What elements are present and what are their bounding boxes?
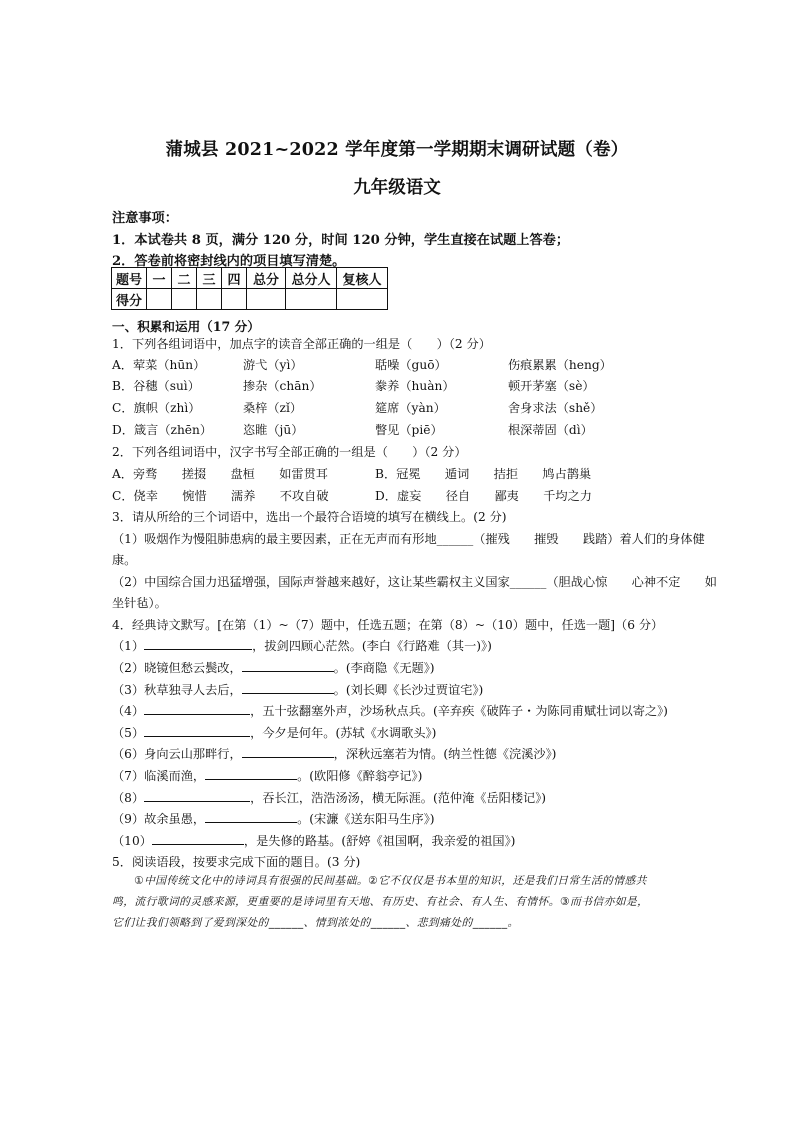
q1-option-d-1: D．箴言（zhēn）	[112, 423, 213, 437]
q4-item-suffix: ，吞长江，浩浩汤汤，横无际涯。(范仲淹《岳阳楼记》)	[250, 791, 547, 805]
score-table-score-row	[112, 289, 388, 310]
q4-item-prefix: （8）	[112, 791, 145, 805]
q4-item-suffix: 。(欧阳修《醉翁亭记》)	[297, 769, 423, 783]
answer-blank[interactable]	[205, 767, 297, 780]
q4-item-suffix: 。(李商隐《无题》)	[333, 661, 435, 675]
score-table-cell: 题号	[112, 268, 147, 289]
q3-part-1-cont: 康。	[112, 553, 137, 567]
question-1-stem: 1．下列各组词语中，加点字的读音全部正确的一组是（ ）（2 分）	[112, 337, 491, 351]
q4-item-prefix: （9）故余虽愚，	[112, 812, 206, 826]
answer-blank[interactable]	[144, 724, 250, 737]
answer-blank[interactable]	[144, 789, 250, 802]
q3-part-2-cont: 坐针毡）。	[112, 596, 167, 610]
q1-option-a-1: A．荤菜（hūn）	[112, 358, 206, 372]
q4-item-9	[112, 810, 435, 827]
q4-item-prefix: （5）	[112, 726, 145, 740]
notice-item-1: 1．本试卷共 8 页，满分 120 分，时间 120 分钟，学生直接在试题上答卷；	[112, 233, 570, 248]
q1-option-b-4: 顿开茅塞（sè）	[508, 379, 595, 393]
q4-item-prefix: （1）	[112, 639, 145, 653]
question-3-stem: 3．请从所给的三个词语中，选出一个最符合语境的填写在横线上。(2 分)	[112, 510, 507, 524]
q4-item-suffix: 。(刘长卿《长沙过贾谊宅》)	[333, 683, 484, 697]
q1-option-d-3: 瞥见（piē）	[375, 423, 443, 437]
q3-part-1: （1）吸烟作为慢阻肺患病的最主要因素，正在无声而有形地______（摧残 摧毁 践踏）着人们的身体健	[112, 532, 705, 546]
q3-part-2: （2）中国综合国力迅猛增强，国际声誉越来越好，这让某些霸权主义国家______（胆战心惊 心神不定 如	[112, 575, 717, 589]
q1-option-a-3: 聒噪（guō）	[375, 358, 447, 372]
q1-option-a-4: 伤痕累累（heng）	[508, 358, 612, 372]
q5-passage-line-1: ①中国传统文化中的诗词具有很强的民间基础。②它不仅仅是书本里的知识，还是我们日常生活的情感共	[134, 874, 647, 887]
question-2-stem: 2．下列各组词语中，汉字书写全部正确的一组是（ ）（2 分）	[112, 445, 467, 459]
q2-option-a: A．旁骛 搓掇 盘桓 如雷贯耳	[112, 467, 328, 481]
q4-item-prefix: （2）晓镜但愁云鬓改，	[112, 661, 242, 675]
q4-item-suffix: ，是失修的路基。(舒婷《祖国啊，我亲爱的祖国》)	[243, 834, 516, 848]
score-table-cell: 复核人	[337, 268, 388, 289]
q4-item-7	[112, 767, 422, 784]
score-table-cell: 二	[172, 268, 197, 289]
question-5-stem: 5．阅读语段，按要求完成下面的题目。(3 分)	[112, 855, 361, 869]
score-table-cell: 得分	[112, 289, 147, 310]
q5-passage-line-3: 它们让我们领略到了爱到深处的______、情到浓处的______、悲到痛处的______。	[112, 916, 519, 929]
score-table-cell: 四	[222, 268, 247, 289]
score-input-cell[interactable]	[222, 289, 247, 310]
q4-item-prefix: （7）临溪而渔，	[112, 769, 206, 783]
q4-item-6	[112, 745, 556, 762]
q4-item-suffix: ，五十弦翻塞外声，沙场秋点兵。(辛弃疾《破阵子・为陈同甫赋壮词以寄之》)	[250, 704, 668, 718]
score-table-cell: 总分人	[286, 268, 337, 289]
q4-item-1	[112, 637, 492, 654]
q1-option-c-1: C．旗帜（zhì）	[112, 401, 201, 415]
q2-option-b: B．冠冕 遁词 拮拒 鸠占鹊巢	[375, 467, 592, 481]
answer-blank[interactable]	[205, 810, 297, 823]
q4-item-3	[112, 681, 483, 698]
score-input-cell[interactable]	[286, 289, 337, 310]
score-table-cell: 总分	[247, 268, 286, 289]
q1-option-b-2: 掺杂（chān）	[243, 379, 322, 393]
answer-blank[interactable]	[242, 659, 334, 672]
score-table-header-row	[112, 268, 388, 289]
q4-item-4	[112, 702, 668, 719]
q4-item-suffix: ，拔剑四顾心茫然。(李白《行路难（其一)》)	[252, 639, 492, 653]
notice-item-2: 2．答卷前将密封线内的项目填写清楚。	[112, 254, 346, 269]
score-table	[111, 267, 388, 310]
answer-blank[interactable]	[242, 745, 334, 758]
q1-option-d-4: 根深蒂固（dì）	[508, 423, 593, 437]
score-table-cell: 一	[147, 268, 172, 289]
q4-item-prefix: （10）	[112, 834, 152, 848]
q1-option-b-1: B．谷穗（suì）	[112, 379, 200, 393]
q1-option-c-3: 筵席（yàn）	[375, 401, 446, 415]
answer-blank[interactable]	[144, 637, 252, 650]
section-heading: 一、积累和运用（17 分）	[112, 319, 260, 334]
q4-item-suffix: ，深秋远塞若为情。(纳兰性德《浣溪沙》)	[333, 747, 557, 761]
score-table-cell: 三	[197, 268, 222, 289]
q4-item-suffix: 。(宋濂《送东阳马生序》)	[297, 812, 435, 826]
q4-item-prefix: （4）	[112, 704, 145, 718]
q2-option-d: D．虚妄 径自 鄙夷 千均之力	[375, 489, 592, 503]
question-4-stem: 4．经典诗文默写。[在第（1）~（7）题中，任选五题；在第（8）~（10）题中，任选一题]（6 分）	[112, 618, 664, 632]
q4-item-10	[112, 832, 515, 849]
score-input-cell[interactable]	[247, 289, 286, 310]
score-input-cell[interactable]	[172, 289, 197, 310]
q1-option-d-2: 恣睢（jū）	[243, 423, 304, 437]
exam-subject: 九年级语文	[353, 178, 441, 198]
q2-option-c: C．侥幸 惋惜 濡养 不攻自破	[112, 489, 329, 503]
q4-item-8	[112, 789, 546, 806]
answer-blank[interactable]	[144, 702, 250, 715]
q4-item-prefix: （6）身向云山那畔行，	[112, 747, 242, 761]
q1-option-a-2: 游弋（yì）	[243, 358, 303, 372]
q4-item-2	[112, 659, 435, 676]
q1-option-b-3: 豢养（huàn）	[375, 379, 455, 393]
notice-heading: 注意事项：	[112, 211, 178, 226]
answer-blank[interactable]	[242, 681, 334, 694]
q1-option-c-4: 舍身求法（shě）	[508, 401, 603, 415]
exam-title: 蒲城县 2021~2022 学年度第一学期期末调研试题（卷）	[165, 140, 629, 160]
q1-option-c-2: 桑梓（zǐ）	[243, 401, 303, 415]
q4-item-5	[112, 724, 436, 741]
score-input-cell[interactable]	[197, 289, 222, 310]
score-input-cell[interactable]	[147, 289, 172, 310]
score-input-cell[interactable]	[337, 289, 388, 310]
q5-passage-line-2: 鸣，流行歌词的灵感来源，更重要的是诗词里有天地、有历史、有社会、有人生、有情怀。③而书信亦如是，	[112, 895, 649, 908]
q4-item-prefix: （3）秋草独寻人去后，	[112, 683, 242, 697]
q4-item-suffix: ，今夕是何年。(苏轼《水调歌头》)	[250, 726, 437, 740]
answer-blank[interactable]	[152, 832, 244, 845]
